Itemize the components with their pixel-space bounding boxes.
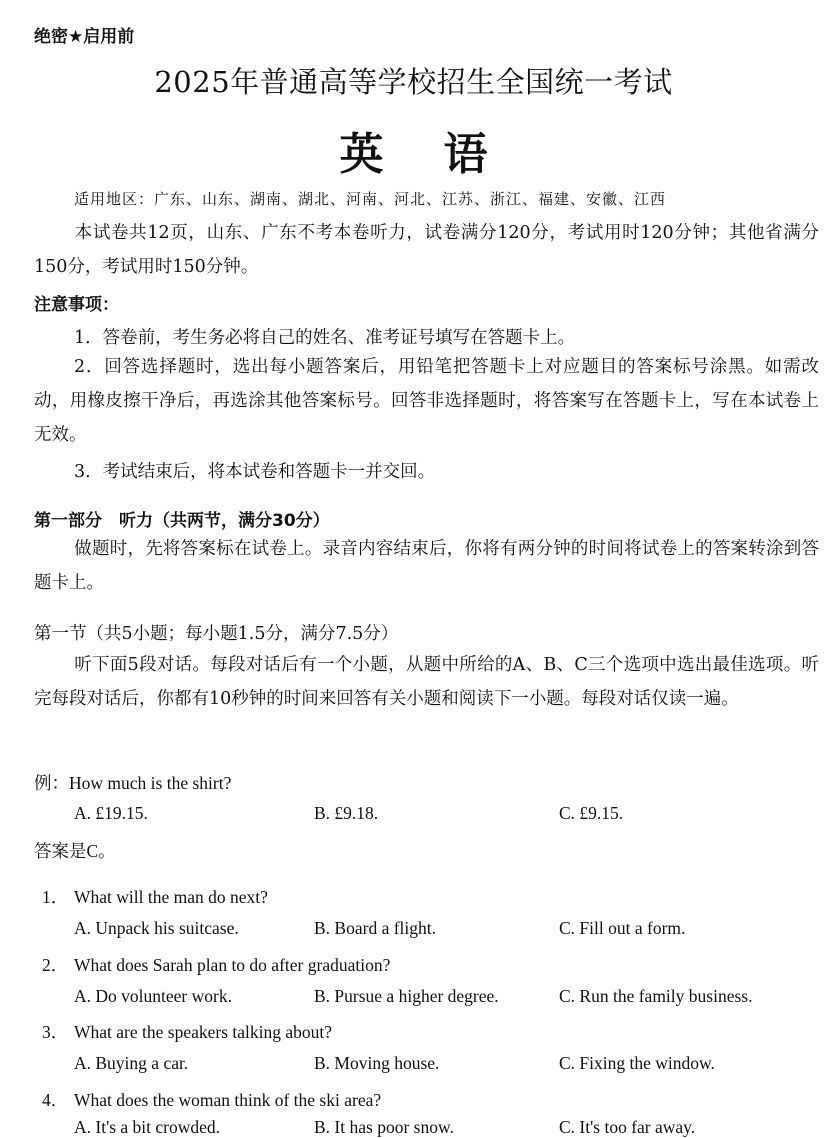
example-question: 例：How much is the shirt? (34, 773, 232, 793)
exam-title: 2025年普通高等学校招生全国统一考试 (154, 65, 673, 99)
q1-option-c: C. Fill out a form. (559, 918, 686, 938)
note-item-2: 2．回答选择题时，选出每小题答案后，用铅笔把答题卡上对应题目的答案标号涂黑。如需改动，用橡皮擦干净后，再选涂其他答案标号。回答非选择题时，将答案写在答题卡上，写在本试卷上无效。 (34, 357, 819, 445)
question-2: 2． What does Sarah plan to do after graduation? (42, 955, 391, 975)
q2-option-b: B. Pursue a higher degree. (314, 986, 499, 1006)
part1-heading: 第一部分 听力（共两节，满分30分） (34, 511, 330, 531)
section1-instructions: 听下面5段对话。每段对话后有一个小题，从题中所给的A、B、C三个选项中选出最佳选项。听完每段对话后，你都有10秒钟的时间来回答有关小题和阅读下一小题。每段对话仅读一遍。 (34, 655, 819, 709)
q4-option-b: B. It has poor snow. (314, 1117, 454, 1137)
q4-option-a: A. It's a bit crowded. (74, 1117, 221, 1137)
notes-heading: 注意事项： (34, 295, 119, 315)
confidential-mark: 绝密★启用前 (34, 27, 135, 47)
example-option-a: A. £19.15. (74, 803, 148, 823)
question-1: 1． What will the man do next? (42, 887, 268, 907)
q4-option-c: C. It's too far away. (559, 1117, 696, 1137)
example-option-b: B. £9.18. (314, 803, 379, 823)
q1-option-a: A. Unpack his suitcase. (74, 918, 239, 938)
question-4: 4． What does the woman think of the ski area? (42, 1090, 382, 1110)
q2-option-c: C. Run the family business. (559, 986, 753, 1006)
q3-option-c: C. Fixing the window. (559, 1053, 715, 1073)
q3-option-b: B. Moving house. (314, 1053, 440, 1073)
section1-heading: 第一节（共5小题；每小题1.5分，满分7.5分） (34, 624, 399, 644)
q2-option-a: A. Do volunteer work. (74, 986, 232, 1006)
subject-title: 英语 (339, 129, 548, 180)
note-item-3: 3．考试结束后，将本试卷和答题卡一并交回。 (74, 462, 436, 482)
question-3: 3． What are the speakers talking about? (42, 1022, 333, 1042)
q1-option-b: B. Board a flight. (314, 918, 436, 938)
q3-option-a: A. Buying a car. (74, 1053, 189, 1073)
example-option-c: C. £9.15. (559, 803, 624, 823)
applicable-regions: 适用地区：广东、山东、湖南、湖北、河南、河北、江苏、浙江、福建、安徽、江西 (74, 190, 667, 208)
note-item-1: 1．答卷前，考生务必将自己的姓名、准考证号填写在答题卡上。 (74, 328, 576, 348)
example-answer: 答案是C。 (34, 841, 116, 861)
intro-paragraph: 本试卷共12页，山东、广东不考本卷听力，试卷满分120分，考试用时120分钟；其他省满分150分，考试用时150分钟。 (34, 223, 819, 277)
part1-instructions: 做题时，先将答案标在试卷上。录音内容结束后，你将有两分钟的时间将试卷上的答案转涂到答题卡上。 (34, 539, 819, 593)
